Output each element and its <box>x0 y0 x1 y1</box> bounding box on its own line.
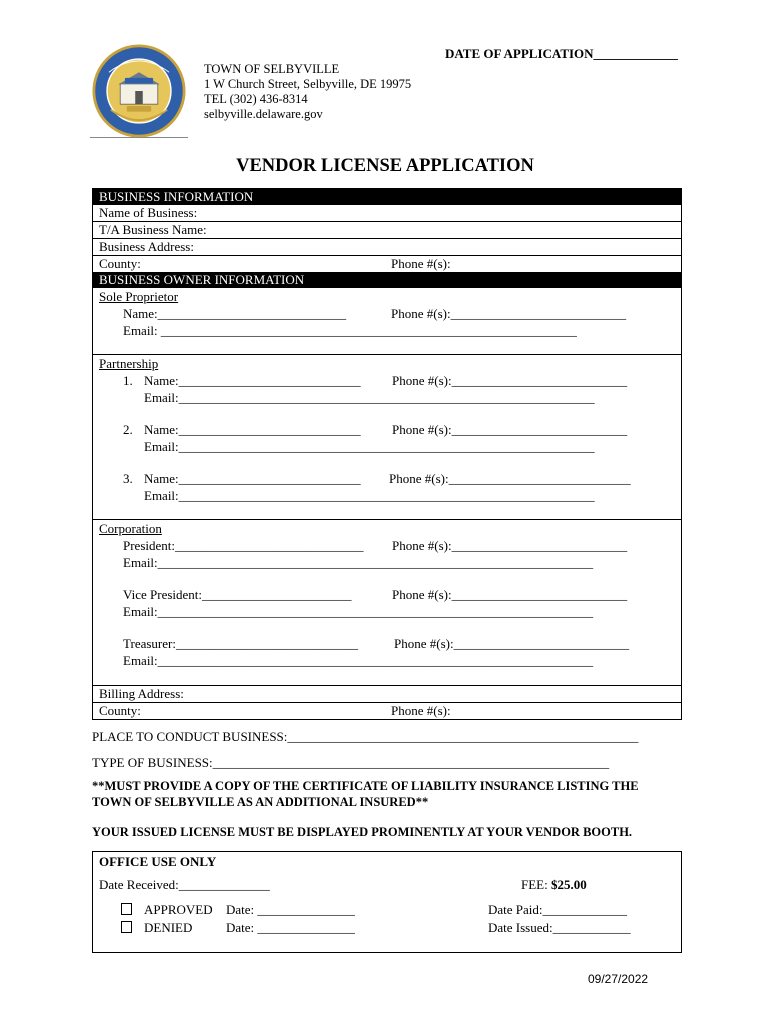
town-phone: TEL (302) 436-8314 <box>204 92 308 106</box>
sole-phone-field[interactable]: Phone #(s):___________________________ <box>391 306 627 321</box>
president-email-field[interactable]: Email:___________________________________________________________________ <box>123 555 594 570</box>
place-of-business-field[interactable]: PLACE TO CONDUCT BUSINESS:______________________________________________________ <box>92 729 639 744</box>
corporation-label: Corporation <box>99 521 162 536</box>
business-address-field[interactable] <box>93 239 681 256</box>
town-contact-block <box>204 62 411 122</box>
approved-date-field[interactable]: Date: _______________ <box>226 902 355 917</box>
partner-number: 2. <box>123 422 133 437</box>
town-address: 1 W Church Street, Selbyville, DE 19975 <box>204 77 412 91</box>
billing-phone-label: Phone #(s): <box>391 703 451 718</box>
town-seal-logo <box>92 44 186 138</box>
insurance-note-line-1: **MUST PROVIDE A COPY OF THE CERTIFICATE OF LIABILITY INSURANCE LISTING THE <box>92 779 639 793</box>
billing-county-row[interactable] <box>93 702 681 719</box>
partner-number: 3. <box>123 471 133 486</box>
treasurer-field[interactable]: Treasurer:____________________________ <box>123 636 358 651</box>
president-phone-field[interactable]: Phone #(s):___________________________ <box>392 538 628 553</box>
partner-2-phone-field[interactable]: Phone #(s):___________________________ <box>392 422 628 437</box>
vice-president-email-field[interactable]: Email:___________________________________________________________________ <box>123 604 594 619</box>
date-received-field[interactable]: Date Received:______________ <box>99 877 270 892</box>
denied-date-field[interactable]: Date: _______________ <box>226 920 355 935</box>
fee-label: FEE: <box>521 877 548 892</box>
partner-2-name-field[interactable]: Name:____________________________ <box>144 422 361 437</box>
partnership-label: Partnership <box>99 356 159 371</box>
type-of-business-field[interactable]: TYPE OF BUSINESS:_____________________________________________________________ <box>92 755 610 770</box>
business-information-heading: BUSINESS INFORMATION <box>93 189 681 205</box>
billing-county-label: County: <box>99 703 141 718</box>
corporation-section <box>93 519 681 685</box>
denied-checkbox[interactable] <box>121 921 132 933</box>
partner-number: 1. <box>123 373 133 388</box>
partner-3-email-field[interactable]: Email:________________________________________________________________ <box>144 488 595 503</box>
business-county-row[interactable] <box>93 256 681 272</box>
approved-checkbox[interactable] <box>121 903 132 915</box>
business-county-label: County: <box>99 256 141 271</box>
office-use-heading: OFFICE USE ONLY <box>99 854 217 869</box>
fee-value: $25.00 <box>550 877 587 892</box>
fee-line <box>521 877 587 893</box>
application-form-box <box>92 188 682 720</box>
partner-1-name-field[interactable]: Name:____________________________ <box>144 373 361 388</box>
sole-name-field[interactable]: Name:_____________________________ <box>123 306 347 321</box>
business-owner-heading: BUSINESS OWNER INFORMATION <box>93 272 681 288</box>
date-paid-field[interactable]: Date Paid:_____________ <box>488 902 628 917</box>
partner-3-phone-field[interactable]: Phone #(s):____________________________ <box>389 471 631 486</box>
town-name: TOWN OF SELBYVILLE <box>204 62 340 76</box>
ta-business-name-label: T/A Business Name: <box>99 222 207 237</box>
partner-2-email-field[interactable]: Email:________________________________________________________________ <box>144 439 595 454</box>
billing-address-row[interactable] <box>93 685 681 702</box>
date-issued-field[interactable]: Date Issued:____________ <box>488 920 631 935</box>
partner-1-phone-field[interactable]: Phone #(s):___________________________ <box>392 373 628 388</box>
ta-business-name-field[interactable] <box>93 222 681 239</box>
sole-proprietor-label: Sole Proprietor <box>99 289 179 304</box>
signature-line <box>90 137 188 138</box>
treasurer-email-field[interactable]: Email:___________________________________________________________________ <box>123 653 594 668</box>
business-address-label: Business Address: <box>99 239 194 254</box>
date-of-application-field[interactable]: DATE OF APPLICATION_____________ <box>445 46 679 61</box>
vice-president-field[interactable]: Vice President:_______________________ <box>123 587 352 602</box>
insurance-note-line-2: TOWN OF SELBYVILLE AS AN ADDITIONAL INSURED** <box>92 795 429 809</box>
denied-label: DENIED <box>144 920 193 935</box>
partner-1-email-field[interactable]: Email:________________________________________________________________ <box>144 390 595 405</box>
business-name-field[interactable] <box>93 205 681 222</box>
president-field[interactable]: President:_____________________________ <box>123 538 364 553</box>
footer-date: 09/27/2022 <box>588 972 649 986</box>
town-website: selbyville.delaware.gov <box>204 107 323 121</box>
business-phone-label: Phone #(s): <box>391 256 451 271</box>
partner-3-name-field[interactable]: Name:____________________________ <box>144 471 361 486</box>
treasurer-phone-field[interactable]: Phone #(s):___________________________ <box>394 636 630 651</box>
billing-address-label: Billing Address: <box>99 686 184 701</box>
sole-email-field[interactable]: Email: ________________________________________________________________ <box>123 323 577 338</box>
partnership-section <box>93 354 681 519</box>
vice-president-phone-field[interactable]: Phone #(s):___________________________ <box>392 587 628 602</box>
office-use-box <box>92 851 682 953</box>
approved-label: APPROVED <box>144 902 213 917</box>
display-license-note: YOUR ISSUED LICENSE MUST BE DISPLAYED PROMINENTLY AT YOUR VENDOR BOOTH. <box>92 825 633 839</box>
sole-proprietor-section <box>93 288 681 354</box>
approved-row <box>121 902 213 918</box>
business-name-label: Name of Business: <box>99 205 198 220</box>
denied-row <box>121 920 192 936</box>
page-title: VENDOR LICENSE APPLICATION <box>236 156 534 176</box>
